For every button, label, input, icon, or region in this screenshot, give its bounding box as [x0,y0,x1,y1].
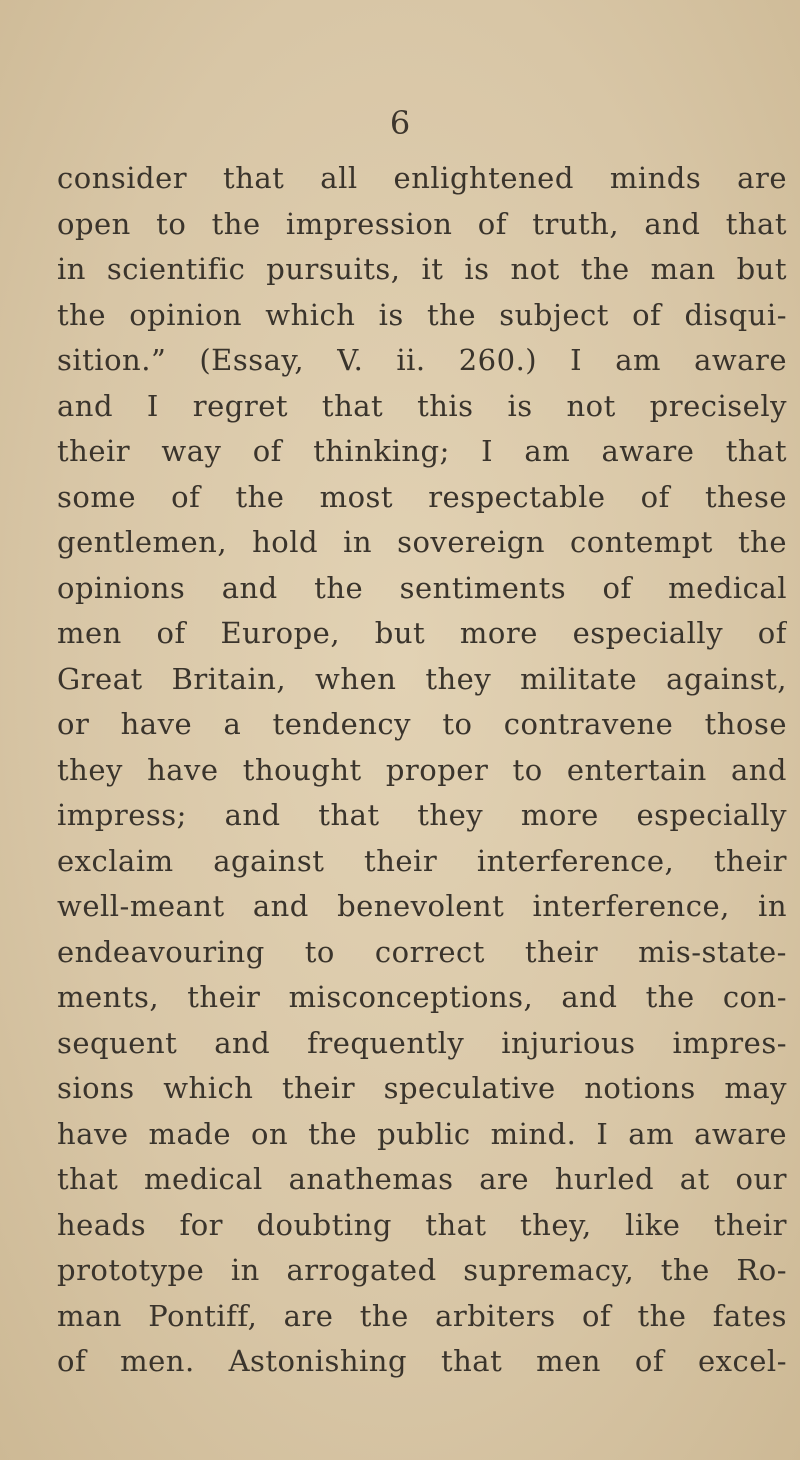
text-line: or have a tendency to contravene those [57,707,787,741]
text-line: have made on the public mind. I am aware [57,1116,787,1151]
text-line: gentlemen, hold in sovereign contempt the [57,525,787,559]
text-line: men of Europe, but more especially of [57,616,787,650]
text-line: impress; and that they more especially [57,798,787,832]
text-line: some of the most respectable of these [57,479,787,514]
text-line: exclaim against their interference, their [57,843,787,878]
text-line: the opinion which is the subject of disqui- [57,297,787,332]
text-line: well-meant and benevolent interference, in [57,889,787,923]
text-line: their way of thinking; I am aware that [57,434,787,468]
text-line: endeavouring to correct their mis-state- [57,934,787,969]
text-line: sions which their speculative notions may [57,1071,787,1105]
text-line: consider that all enlightened minds are [57,161,787,195]
body-text [57,156,787,1385]
text-line: sition.” (Essay, V. ii. 260.) I am aware [57,343,787,377]
page-number: 6 [389,104,411,142]
text-line: ments, their misconceptions, and the con- [57,980,787,1014]
text-line: Great Britain, when they militate against, [57,661,787,696]
text-line: heads for doubting that they, like their [57,1207,787,1242]
text-line: man Pontiff, are the arbiters of the fates [57,1298,787,1333]
text-line: open to the impression of truth, and that [57,206,787,241]
text-line: in scientific pursuits, it is not the man but [57,252,787,286]
text-line: they have thought proper to entertain and [57,752,787,787]
text-line: that medical anathemas are hurled at our [57,1162,787,1196]
text-line: and I regret that this is not precisely [57,388,787,423]
text-line: opinions and the sentiments of medical [57,570,787,605]
text-line: of men. Astonishing that men of excel- [57,1344,787,1378]
text-line: sequent and frequently injurious impres- [57,1025,787,1060]
text-line: prototype in arrogated supremacy, the Ro- [57,1253,787,1287]
